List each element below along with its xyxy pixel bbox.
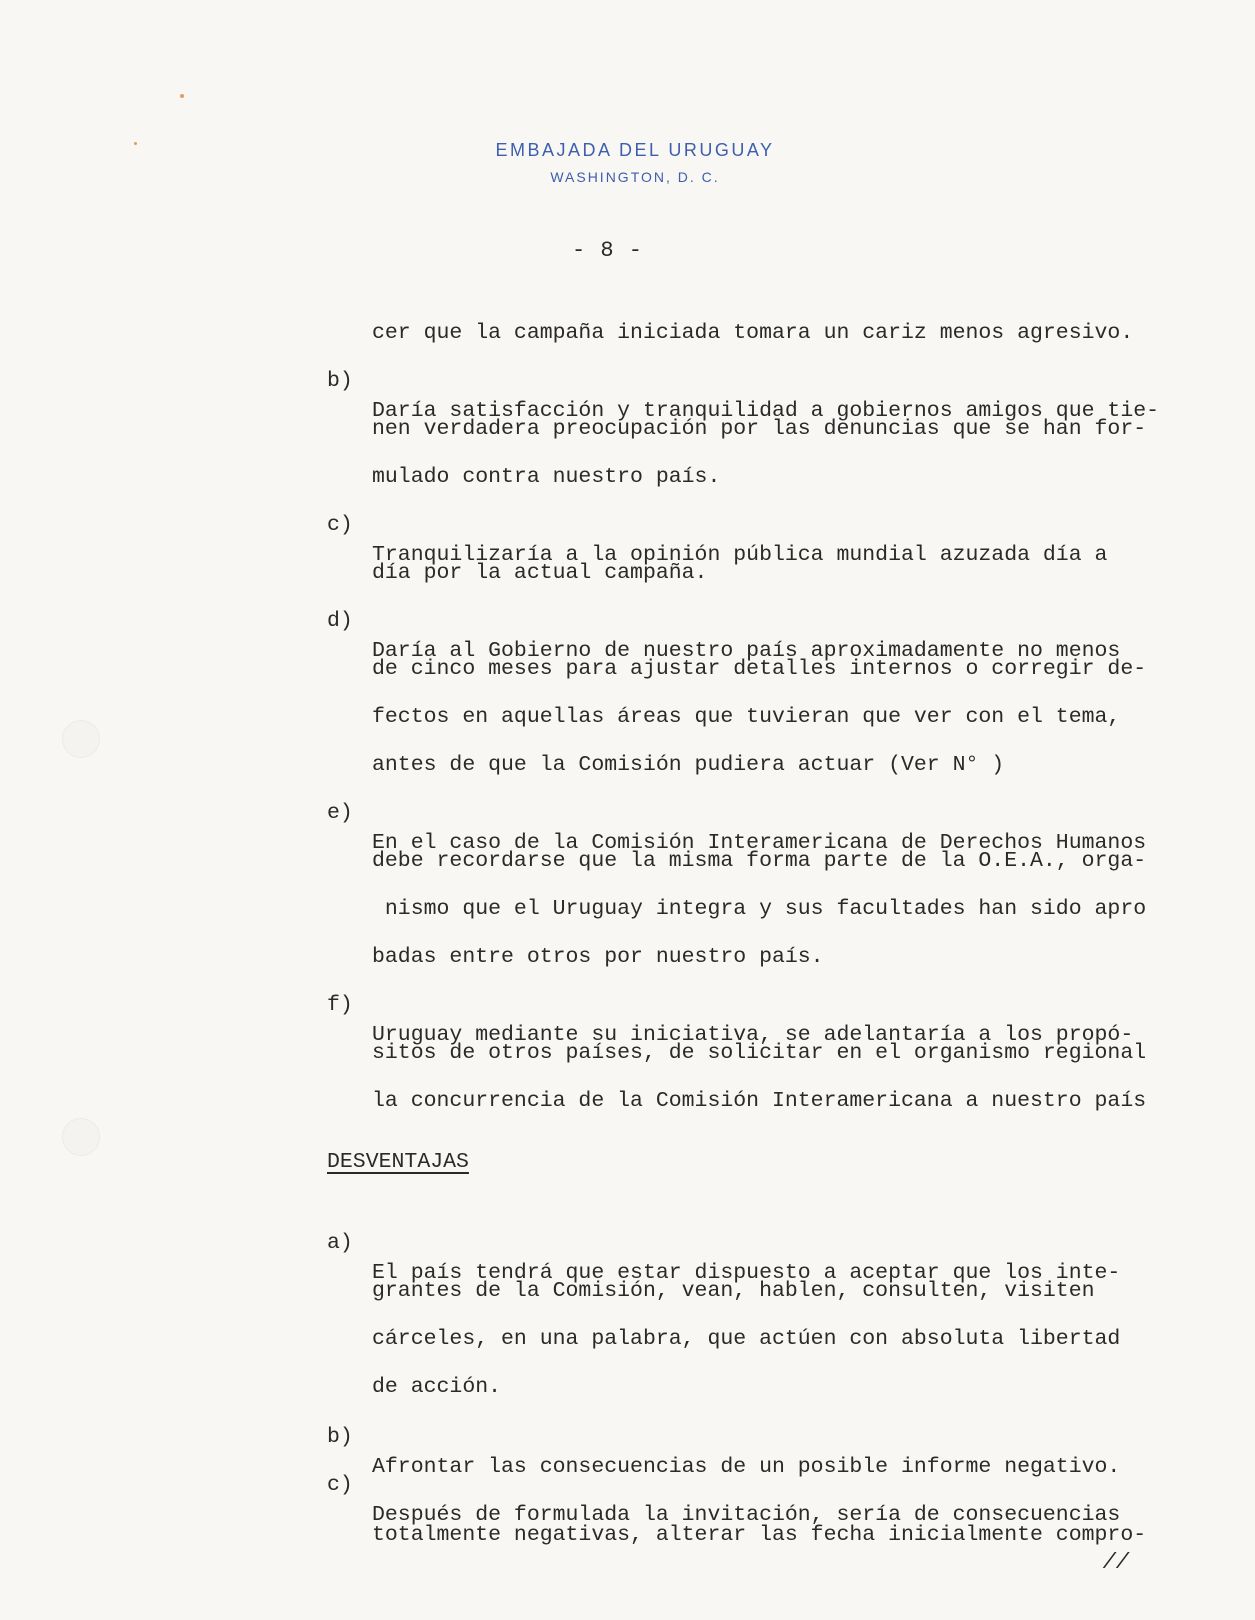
text-line: grantes de la Comisión, vean, hablen, consulten, visiten [372, 1279, 1095, 1303]
text-line: Daría satisfacción y tranquilidad a gobiernos amigos que tie- [372, 399, 1160, 423]
text-line: Daría al Gobierno de nuestro país aproximadamente no menos [372, 639, 1121, 663]
text-line: antes de que la Comisión pudiera actuar (Ver N° ) [372, 753, 1005, 777]
page-number: - 8 - [572, 238, 644, 263]
list-item [0, 768, 1147, 855]
item-label: e) [327, 801, 353, 825]
text-line: Uruguay mediante su iniciativa, se adelantaría a los propó- [372, 1023, 1134, 1047]
text-line [0, 720, 1005, 777]
item-label: b) [327, 369, 353, 393]
letterhead [0, 140, 1255, 185]
list-item [0, 960, 1134, 1047]
list-item [0, 288, 1134, 345]
item-label: c) [327, 1473, 353, 1497]
item-label: f) [327, 993, 353, 1017]
text-line: Afrontar las consecuencias de un posible informe negativo. [372, 1455, 1121, 1479]
text-line: El país tendrá que estar dispuesto a aceptar que los inte- [372, 1261, 1121, 1285]
list-item [0, 576, 1121, 663]
text-line: cer que la campaña iniciada tomara un cariz menos agresivo. [372, 321, 1134, 345]
text-line: sitos de otros países, de solicitar en el organismo regional [372, 1041, 1147, 1065]
paper-speck [180, 94, 184, 98]
continuation-mark: // [1102, 1550, 1129, 1575]
punch-hole-mark [62, 1118, 100, 1156]
text-line: Tranquilizaría a la opinión pública mundial azuzada día a [372, 543, 1108, 567]
text-line: de acción. [372, 1375, 502, 1399]
text-line [0, 1056, 1147, 1113]
item-label: a) [327, 1231, 353, 1255]
text-line [0, 1342, 502, 1399]
text-line [0, 864, 1147, 921]
text-line: día por la actual campaña. [372, 561, 708, 585]
list-item [0, 336, 1160, 423]
text-line: En el caso de la Comisión Interamericana de Derechos Humanos [372, 831, 1147, 855]
text-line [0, 432, 721, 489]
section-heading: DESVENTAJAS [327, 1150, 469, 1174]
text-line: totalmente negativas, alterar las fecha inicialmente compro- [372, 1523, 1147, 1547]
text-line [0, 1294, 1121, 1351]
item-label: b) [327, 1425, 353, 1449]
text-line [0, 912, 824, 969]
text-line: cárceles, en una palabra, que actúen con absoluta libertad [372, 1327, 1121, 1351]
list-item [0, 1392, 1121, 1479]
text-line [0, 528, 708, 585]
text-line: fectos en aquellas áreas que tuvieran que ver con el tema, [372, 705, 1121, 729]
text-line: nen verdadera preocupación por las denuncias que se han for- [372, 417, 1147, 441]
text-line: mulado contra nuestro país. [372, 465, 721, 489]
text-line: debe recordarse que la misma forma parte de la O.E.A., orga- [372, 849, 1147, 873]
text-line [0, 672, 1121, 729]
text-line: nismo que el Uruguay integra y sus facultades han sido apro [372, 897, 1147, 921]
letterhead-title: EMBAJADA DEL URUGUAY [495, 140, 775, 160]
list-item [0, 1198, 1121, 1285]
text-line: la concurrencia de la Comisión Interamericana a nuestro país [372, 1089, 1147, 1113]
text-line: Después de formulada la invitación, sería de consecuencias [372, 1503, 1121, 1527]
text-line: de cinco meses para ajustar detalles internos o corregir de- [372, 657, 1147, 681]
item-label: c) [327, 513, 353, 537]
item-label: d) [327, 609, 353, 633]
text-line: badas entre otros por nuestro país. [372, 945, 824, 969]
list-item [0, 480, 1108, 567]
letterhead-subtitle: WASHINGTON, D. C. [550, 169, 720, 185]
